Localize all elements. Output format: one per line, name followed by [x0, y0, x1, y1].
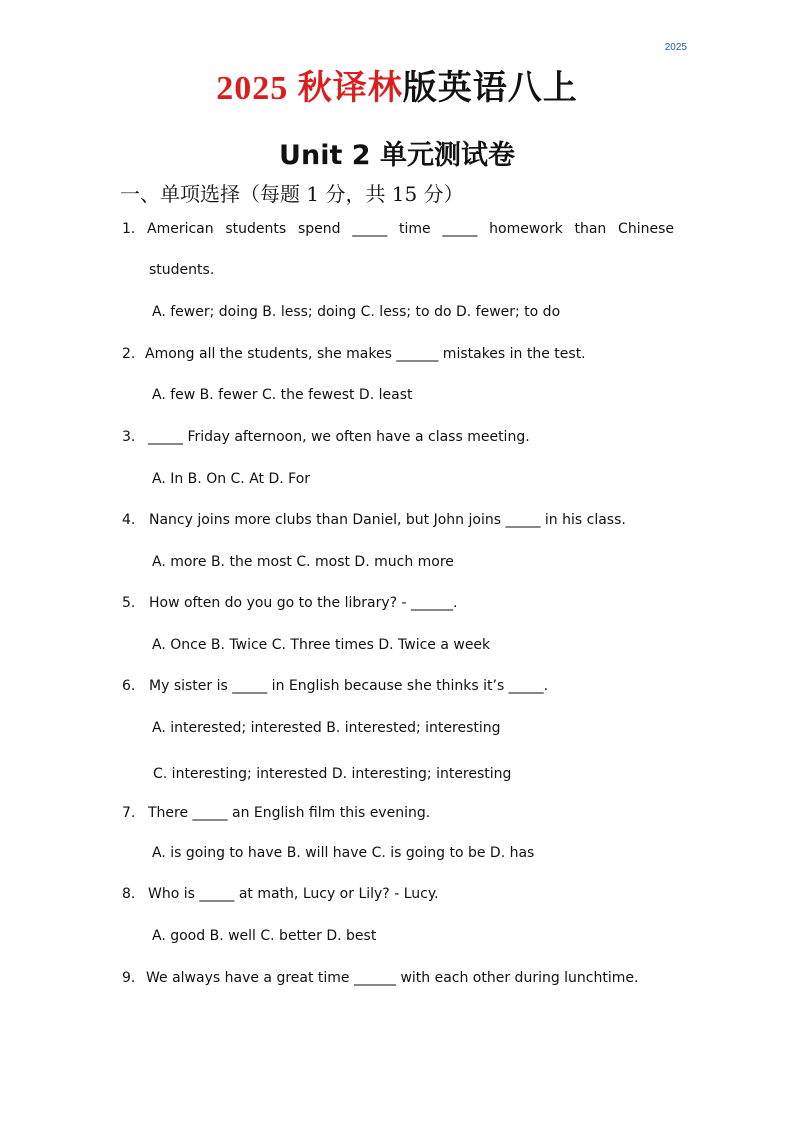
question-stem: Nancy joins more clubs than Daniel, but John joins _____ in his class.: [149, 512, 626, 528]
stem-word: spend: [297, 221, 341, 237]
question-stem: Who is _____ at math, Lucy or Lily? - Lucy.: [148, 886, 439, 902]
header-mark: 2025: [664, 42, 687, 53]
stem-word: Chinese: [618, 221, 674, 237]
stem-word: _____: [442, 221, 478, 237]
question-options: A. good B. well C. better D. best: [152, 928, 377, 944]
question-stem: There _____ an English film this evening.: [148, 805, 431, 821]
stem-word: homework: [489, 221, 563, 237]
question-options: A. Once B. Twice C. Three times D. Twice a week: [152, 637, 491, 653]
question-number: 2.: [122, 346, 136, 362]
stem-word: than: [574, 221, 607, 237]
question-stem-continued: students.: [149, 262, 215, 278]
question-number: 3.: [122, 429, 136, 445]
question-options: A. fewer; doing B. less; doing C. less; to do D. fewer; to do: [152, 304, 561, 320]
question-number: 9.: [122, 970, 136, 986]
question-stem: My sister is _____ in English because she thinks it’s _____.: [149, 678, 549, 694]
question-number: 8.: [122, 886, 136, 902]
stem-word: time: [399, 221, 431, 237]
question-number: 4.: [122, 512, 136, 528]
question-stem: Among all the students, she makes ______ mistakes in the test.: [145, 346, 586, 362]
question-options: A. few B. fewer C. the fewest D. least: [152, 387, 413, 403]
question-options: A. In B. On C. At D. For: [152, 471, 311, 487]
question-stem: How often do you go to the library? - ______.: [149, 595, 458, 611]
question-stem: [147, 221, 674, 237]
section-heading: 一、单项选择（每题 1 分，共 15 分）: [120, 182, 464, 206]
title-red-part: 2025 秋译林: [216, 70, 403, 107]
question-number: 7.: [122, 805, 136, 821]
page-title: [0, 60, 794, 109]
question-options: A. more B. the most C. most D. much more: [152, 554, 454, 570]
stem-word: _____: [352, 221, 388, 237]
title-black-part: 版英语八上: [402, 70, 578, 107]
question-stem: We always have a great time ______ with each other during lunchtime.: [146, 970, 639, 986]
question-number: 6.: [122, 678, 136, 694]
question-number: 5.: [122, 595, 136, 611]
question-options-continued: C. interesting; interested D. interesting; interesting: [153, 766, 512, 782]
stem-word: American: [147, 221, 214, 237]
question-options: A. is going to have B. will have C. is going to be D. has: [152, 845, 535, 861]
question-options: A. interested; interested B. interested; interesting: [152, 720, 501, 736]
question-number: 1.: [122, 221, 136, 237]
unit-subtitle: Unit 2 单元测试卷: [279, 140, 515, 171]
stem-word: students: [225, 221, 287, 237]
question-stem: _____ Friday afternoon, we often have a class meeting.: [148, 429, 530, 445]
